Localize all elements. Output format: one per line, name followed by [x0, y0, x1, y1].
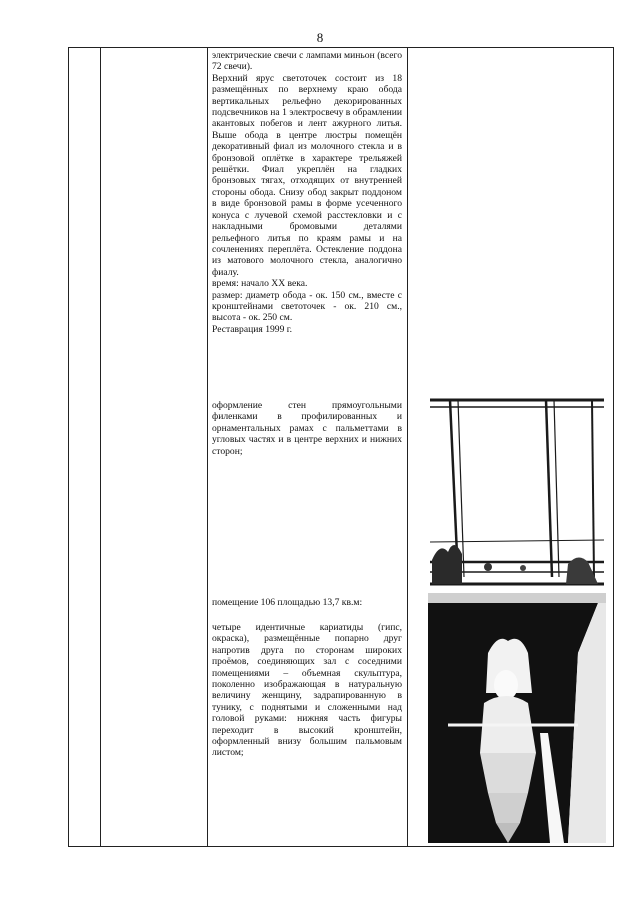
- column-divider: [407, 48, 408, 846]
- lustre-line: электрические свечи с лампами миньон (всего 72 свечи).: [212, 50, 402, 73]
- caryatid-photo: [428, 593, 606, 843]
- lustre-description: [212, 50, 402, 335]
- lustre-time: время: начало XX века.: [212, 278, 308, 290]
- room-heading: [212, 597, 402, 608]
- walls-text: оформление стен прямоугольными филенками в профилированных и орнаментальных рамах с пальметтами в угловых частях и в центре верхних и нижних сторон;: [212, 400, 402, 457]
- lustre-restoration: Реставрация 1999 г.: [212, 323, 293, 335]
- column-divider: [207, 48, 208, 846]
- page-number: 8: [316, 30, 324, 45]
- room-heading-text: помещение 106 площадью 13,7 кв.м:: [212, 597, 363, 608]
- lustre-line: Верхний ярус светоточек состоит из 18 размещённых по верхнему краю обода вертикальных рельефно декорированных подсвечников на 1 электросвечу в обрамлении акантовых побегов и лент ажурного литья. Выше обода в центре люстры помещён декоративный фиал из молочного стекла и в бронзовой оплётке в характере трельяжей решётки. Фиал укреплён на гладких бронзовых тягах, отходящих от внутренней стороны обода. Снизу обод закрыт поддоном в виде бронзовой рамы в форме усеченного конуса с лучевой схемой расстекловки и с накладными бромовыми деталями рельефного литья по краям рамы и на сочленениях переплёта. Остекление поддона из матового молочного стекла, аналогично фиалу.: [212, 72, 402, 278]
- walls-description: [212, 400, 402, 457]
- caryatids-description: [212, 622, 402, 759]
- caryatids-text: четыре идентичные кариатиды (гипс, окраска), размещённые попарно друг напротив друга по сторонам широких проёмов, соединяющих зал с соседними помещениями – объемная скульптура, поколенно изображающая в натуральную величину женщину, задрапированную в тунику, с поднятыми и сложенными над головой руками: нижняя часть фигуры переходит в высокий кронштейн, оформленный внизу большим пальмовым листом;: [212, 622, 402, 759]
- column-divider: [100, 48, 101, 846]
- wall-panel-photo: [428, 392, 606, 590]
- lustre-size: размер: диаметр обода - ок. 150 см., вместе с кронштейнами светоточек - ок. 210 см., высота - ок. 250 см.: [212, 289, 402, 324]
